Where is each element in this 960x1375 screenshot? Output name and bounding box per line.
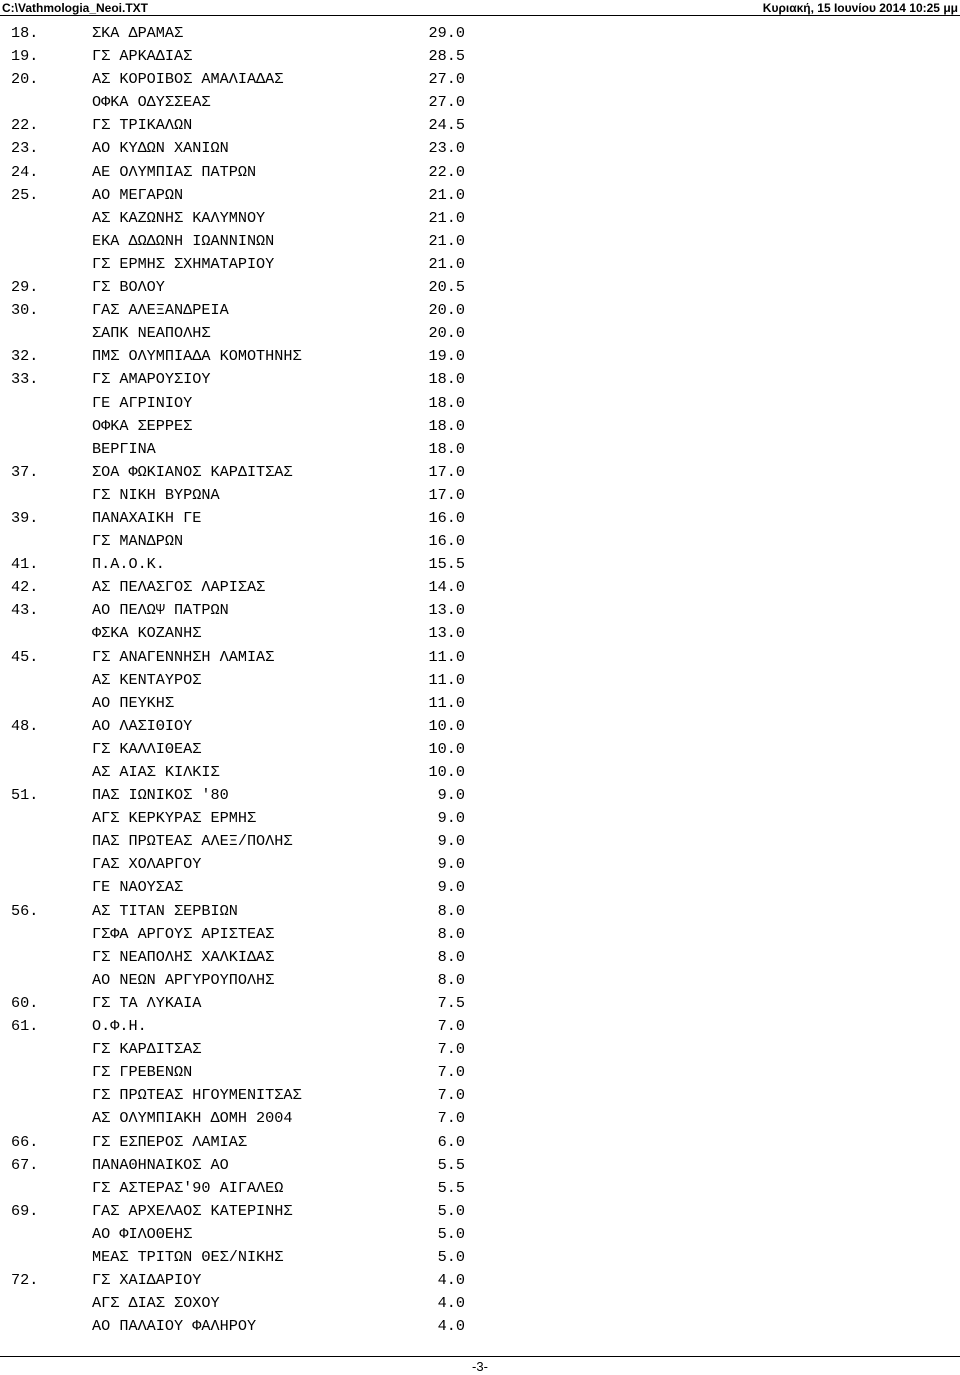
rank-cell: 45. xyxy=(11,647,39,666)
table-row xyxy=(0,530,960,553)
table-row xyxy=(0,1084,960,1107)
team-cell: ΓΣ ΝΕΑΠΟΛΗΣ ΧΑΛΚΙΔΑΣ xyxy=(92,947,275,966)
points-cell: 10.0 xyxy=(428,763,465,781)
table-row xyxy=(0,1061,960,1084)
team-cell: ΠΑΣ ΠΡΩΤΕΑΣ ΑΛΕΞ/ΠΟΛΗΣ xyxy=(92,832,293,851)
rank-cell: 60. xyxy=(11,993,39,1012)
points-cell: 22.0 xyxy=(428,162,465,181)
table-row xyxy=(0,992,960,1015)
points-cell: 5.0 xyxy=(437,1224,465,1243)
table-row xyxy=(0,253,960,276)
team-cell: ΠΑΝΑΧΑΙΚΗ ΓΕ xyxy=(92,508,202,527)
team-cell: ΑΟ ΦΙΛΟΘΕΗΣ xyxy=(92,1224,193,1243)
points-cell: 13.0 xyxy=(428,624,465,643)
standings-table xyxy=(0,22,960,1338)
points-cell: 8.0 xyxy=(437,970,465,989)
rank-cell: 25. xyxy=(11,185,39,204)
team-cell: ΑΓΣ ΚΕΡΚΥΡΑΣ ΕΡΜΗΣ xyxy=(92,809,257,828)
table-row xyxy=(0,22,960,45)
team-cell: ΑΟ ΛΑΣΙΘΙΟΥ xyxy=(92,716,193,735)
team-cell: ΓΕ ΑΓΡΙΝΙΟΥ xyxy=(92,393,193,412)
team-cell: ΑΟ ΠΑΛΑΙΟΥ ΦΑΛΗΡΟΥ xyxy=(92,1317,257,1336)
rank-cell: 20. xyxy=(11,70,39,89)
points-cell: 7.0 xyxy=(437,1040,465,1059)
team-cell: ΕΚΑ ΔΩΔΩΝΗ ΙΩΑΝΝΙΝΩΝ xyxy=(92,231,275,250)
rank-cell: 24. xyxy=(11,162,39,181)
rank-cell: 29. xyxy=(11,278,39,297)
rank-cell: 37. xyxy=(11,462,39,481)
page-number: -3- xyxy=(472,1359,488,1374)
points-cell: 28.5 xyxy=(428,47,465,66)
team-cell: ΑΟ ΠΕΛΩΨ ΠΑΤΡΩΝ xyxy=(92,601,229,620)
table-row xyxy=(0,1177,960,1200)
team-cell: ΑΕ ΟΛΥΜΠΙΑΣ ΠΑΤΡΩΝ xyxy=(92,162,257,181)
table-row xyxy=(0,184,960,207)
rank-cell: 72. xyxy=(11,1271,39,1290)
points-cell: 7.0 xyxy=(437,1017,465,1036)
points-cell: 9.0 xyxy=(437,832,465,851)
team-cell: ΦΣΚΑ ΚΟΖΑΝΗΣ xyxy=(92,624,202,643)
table-row xyxy=(0,553,960,576)
table-row xyxy=(0,969,960,992)
table-row xyxy=(0,322,960,345)
table-row xyxy=(0,576,960,599)
team-cell: ΓΣ ΕΣΠΕΡΟΣ ΛΑΜΙΑΣ xyxy=(92,1132,247,1151)
team-cell: ΜΕΑΣ ΤΡΙΤΩΝ ΘΕΣ/ΝΙΚΗΣ xyxy=(92,1247,284,1266)
points-cell: 27.0 xyxy=(428,93,465,112)
team-cell: ΓΣ ΑΡΚΑΔΙΑΣ xyxy=(92,47,193,66)
team-cell: ΠΜΣ ΟΛΥΜΠΙΑΔΑ ΚΟΜΟΤΗΝΗΣ xyxy=(92,347,302,366)
team-cell: ΑΣ ΤΙΤΑΝ ΣΕΡΒΙΩΝ xyxy=(92,901,238,920)
points-cell: 5.0 xyxy=(437,1247,465,1266)
team-cell: ΓΑΣ ΑΡΧΕΛΑΟΣ ΚΑΤΕΡΙΝΗΣ xyxy=(92,1201,293,1220)
points-cell: 23.0 xyxy=(428,139,465,158)
points-cell: 24.5 xyxy=(428,116,465,135)
points-cell: 16.0 xyxy=(428,508,465,527)
team-cell: ΓΣ ΝΙΚΗ ΒΥΡΩΝΑ xyxy=(92,485,220,504)
table-row xyxy=(0,276,960,299)
table-row xyxy=(0,646,960,669)
points-cell: 27.0 xyxy=(428,70,465,89)
points-cell: 21.0 xyxy=(428,254,465,273)
points-cell: 13.0 xyxy=(428,601,465,620)
rank-cell: 61. xyxy=(11,1017,39,1036)
table-row xyxy=(0,784,960,807)
points-cell: 11.0 xyxy=(428,693,465,712)
points-cell: 11.0 xyxy=(428,670,465,689)
table-row xyxy=(0,853,960,876)
table-row xyxy=(0,438,960,461)
points-cell: 4.0 xyxy=(437,1271,465,1290)
team-cell: ΑΟ ΜΕΓΑΡΩΝ xyxy=(92,185,184,204)
table-row xyxy=(0,461,960,484)
rank-cell: 41. xyxy=(11,555,39,574)
rank-cell: 48. xyxy=(11,716,39,735)
team-cell: ΓΣ ΑΝΑΓΕΝΝΗΣΗ ΛΑΜΙΑΣ xyxy=(92,647,275,666)
team-cell: ΓΣ ΑΣΤΕΡΑΣ'90 ΑΙΓΑΛΕΩ xyxy=(92,1178,284,1197)
table-row xyxy=(0,900,960,923)
team-cell: ΑΟ ΝΕΩΝ ΑΡΓΥΡΟΥΠΟΛΗΣ xyxy=(92,970,275,989)
team-cell: ΣΚΑ ΔΡΑΜΑΣ xyxy=(92,24,184,42)
table-row xyxy=(0,876,960,899)
team-cell: ΑΣ ΟΛΥΜΠΙΑΚΗ ΔΟΜΗ 2004 xyxy=(92,1109,293,1128)
team-cell: ΑΓΣ ΔΙΑΣ ΣΟΧΟΥ xyxy=(92,1294,220,1313)
points-cell: 4.0 xyxy=(437,1294,465,1313)
rank-cell: 56. xyxy=(11,901,39,920)
points-cell: 20.5 xyxy=(428,278,465,297)
team-cell: ΟΦΚΑ ΣΕΡΡΕΣ xyxy=(92,416,193,435)
team-cell: ΓΣ ΓΡΕΒΕΝΩΝ xyxy=(92,1063,193,1082)
table-row xyxy=(0,946,960,969)
points-cell: 7.0 xyxy=(437,1109,465,1128)
rank-cell: 67. xyxy=(11,1155,39,1174)
points-cell: 7.0 xyxy=(437,1086,465,1105)
rank-cell: 18. xyxy=(11,24,39,42)
team-cell: ΓΣ ΕΡΜΗΣ ΣΧΗΜΑΤΑΡΙΟΥ xyxy=(92,254,275,273)
table-row xyxy=(0,761,960,784)
team-cell: ΓΣ ΠΡΩΤΕΑΣ ΗΓΟΥΜΕΝΙΤΣΑΣ xyxy=(92,1086,302,1105)
points-cell: 6.0 xyxy=(437,1132,465,1151)
table-row xyxy=(0,830,960,853)
points-cell: 10.0 xyxy=(428,739,465,758)
points-cell: 5.5 xyxy=(437,1155,465,1174)
team-cell: ΑΣ ΠΕΛΑΣΓΟΣ ΛΑΡΙΣΑΣ xyxy=(92,578,266,597)
points-cell: 18.0 xyxy=(428,370,465,389)
points-cell: 19.0 xyxy=(428,347,465,366)
rank-cell: 30. xyxy=(11,301,39,320)
table-row xyxy=(0,507,960,530)
table-row xyxy=(0,692,960,715)
table-row xyxy=(0,137,960,160)
table-row xyxy=(0,161,960,184)
team-cell: ΑΣ ΚΕΝΤΑΥΡΟΣ xyxy=(92,670,202,689)
points-cell: 18.0 xyxy=(428,393,465,412)
team-cell: ΑΣ ΚΑΖΩΝΗΣ ΚΑΛΥΜΝΟΥ xyxy=(92,208,266,227)
rank-cell: 66. xyxy=(11,1132,39,1151)
table-row xyxy=(0,1246,960,1269)
table-row xyxy=(0,622,960,645)
rank-cell: 39. xyxy=(11,508,39,527)
team-cell: ΓΣ ΑΜΑΡΟΥΣΙΟΥ xyxy=(92,370,211,389)
rank-cell: 51. xyxy=(11,786,39,805)
table-row xyxy=(0,68,960,91)
points-cell: 7.0 xyxy=(437,1063,465,1082)
table-row xyxy=(0,207,960,230)
team-cell: ΑΟ ΠΕΥΚΗΣ xyxy=(92,693,175,712)
table-row xyxy=(0,368,960,391)
team-cell: ΓΣ ΚΑΛΛΙΘΕΑΣ xyxy=(92,739,202,758)
team-cell: ΓΣ ΤΑ ΛΥΚΑΙΑ xyxy=(92,993,202,1012)
team-cell: ΒΕΡΓΙΝΑ xyxy=(92,439,156,458)
table-row xyxy=(0,91,960,114)
team-cell: ΓΑΣ ΧΟΛΑΡΓΟΥ xyxy=(92,855,202,874)
rank-cell: 22. xyxy=(11,116,39,135)
table-row xyxy=(0,599,960,622)
points-cell: 15.5 xyxy=(428,555,465,574)
points-cell: 10.0 xyxy=(428,716,465,735)
team-cell: ΓΕ ΝΑΟΥΣΑΣ xyxy=(92,878,184,897)
team-cell: ΠΑΝΑΘΗΝΑΙΚΟΣ ΑΟ xyxy=(92,1155,229,1174)
team-cell: ΓΣ ΒΟΛΟΥ xyxy=(92,278,165,297)
team-cell: ΑΣ ΑΙΑΣ ΚΙΛΚΙΣ xyxy=(92,763,220,781)
rank-cell: 19. xyxy=(11,47,39,66)
table-row xyxy=(0,1107,960,1130)
points-cell: 9.0 xyxy=(437,786,465,805)
team-cell: ΓΣ ΚΑΡΔΙΤΣΑΣ xyxy=(92,1040,202,1059)
team-cell: ΓΣ ΧΑΙΔΑΡΙΟΥ xyxy=(92,1271,202,1290)
table-row xyxy=(0,1131,960,1154)
table-row xyxy=(0,299,960,322)
team-cell: ΓΑΣ ΑΛΕΞΑΝΔΡΕΙΑ xyxy=(92,301,229,320)
points-cell: 14.0 xyxy=(428,578,465,597)
table-row xyxy=(0,114,960,137)
points-cell: 29.0 xyxy=(428,24,465,42)
points-cell: 9.0 xyxy=(437,855,465,874)
team-cell: ΣΟΑ ΦΩΚΙΑΝΟΣ ΚΑΡΔΙΤΣΑΣ xyxy=(92,462,293,481)
table-row xyxy=(0,230,960,253)
points-cell: 21.0 xyxy=(428,231,465,250)
points-cell: 9.0 xyxy=(437,809,465,828)
table-row xyxy=(0,1223,960,1246)
points-cell: 18.0 xyxy=(428,439,465,458)
points-cell: 5.0 xyxy=(437,1201,465,1220)
points-cell: 11.0 xyxy=(428,647,465,666)
points-cell: 4.0 xyxy=(437,1317,465,1336)
table-row xyxy=(0,669,960,692)
points-cell: 18.0 xyxy=(428,416,465,435)
table-row xyxy=(0,807,960,830)
team-cell: ΣΑΠΚ ΝΕΑΠΟΛΗΣ xyxy=(92,324,211,343)
table-row xyxy=(0,923,960,946)
team-cell: ΠΑΣ ΙΩΝΙΚΟΣ '80 xyxy=(92,786,229,805)
points-cell: 17.0 xyxy=(428,485,465,504)
points-cell: 8.0 xyxy=(437,947,465,966)
footer-divider xyxy=(0,1356,960,1357)
points-cell: 20.0 xyxy=(428,324,465,343)
table-row xyxy=(0,392,960,415)
table-row xyxy=(0,1154,960,1177)
points-cell: 16.0 xyxy=(428,532,465,551)
points-cell: 21.0 xyxy=(428,185,465,204)
points-cell: 8.0 xyxy=(437,924,465,943)
rank-cell: 33. xyxy=(11,370,39,389)
points-cell: 21.0 xyxy=(428,208,465,227)
table-row xyxy=(0,738,960,761)
table-row xyxy=(0,1015,960,1038)
team-cell: Π.Α.Ο.Κ. xyxy=(92,555,165,574)
team-cell: ΑΣ ΚΟΡΟΙΒΟΣ ΑΜΑΛΙΑΔΑΣ xyxy=(92,70,284,89)
page-header xyxy=(0,0,960,17)
points-cell: 5.5 xyxy=(437,1178,465,1197)
table-row xyxy=(0,1038,960,1061)
header-divider xyxy=(0,15,960,16)
points-cell: 9.0 xyxy=(437,878,465,897)
rank-cell: 23. xyxy=(11,139,39,158)
team-cell: ΓΣ ΜΑΝΔΡΩΝ xyxy=(92,532,184,551)
rank-cell: 42. xyxy=(11,578,39,597)
table-row xyxy=(0,1315,960,1338)
points-cell: 8.0 xyxy=(437,901,465,920)
points-cell: 7.5 xyxy=(437,993,465,1012)
rank-cell: 69. xyxy=(11,1201,39,1220)
table-row xyxy=(0,415,960,438)
team-cell: Ο.Φ.Η. xyxy=(92,1017,147,1036)
table-row xyxy=(0,484,960,507)
team-cell: ΓΣ ΤΡΙΚΑΛΩΝ xyxy=(92,116,193,135)
rank-cell: 32. xyxy=(11,347,39,366)
team-cell: ΓΣΦΑ ΑΡΓΟΥΣ ΑΡΙΣΤΕΑΣ xyxy=(92,924,275,943)
file-name: C:\Vathmologia_Neoi.TXT xyxy=(2,1,149,15)
team-cell: ΑΟ ΚΥΔΩΝ ΧΑΝΙΩΝ xyxy=(92,139,229,158)
points-cell: 20.0 xyxy=(428,301,465,320)
table-row xyxy=(0,345,960,368)
table-row xyxy=(0,715,960,738)
team-cell: ΟΦΚΑ ΟΔΥΣΣΕΑΣ xyxy=(92,93,211,112)
rank-cell: 43. xyxy=(11,601,39,620)
table-row xyxy=(0,45,960,68)
table-row xyxy=(0,1200,960,1223)
points-cell: 17.0 xyxy=(428,462,465,481)
table-row xyxy=(0,1292,960,1315)
print-date: Κυριακή, 15 Ιουνίου 2014 10:25 μμ xyxy=(762,1,958,15)
table-row xyxy=(0,1269,960,1292)
